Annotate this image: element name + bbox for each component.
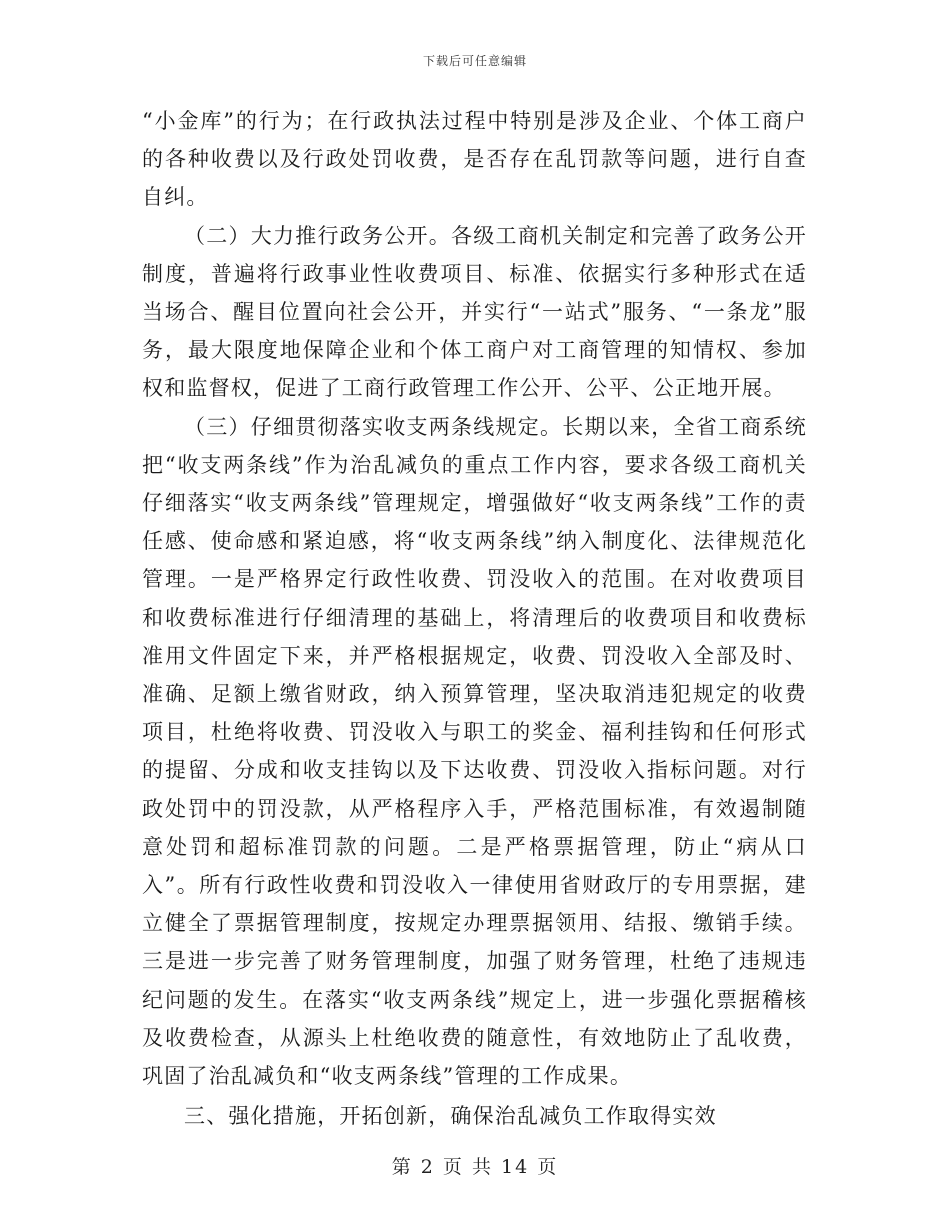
paragraph-section-2: （二）大力推行政务公开。各级工商机关制定和完善了政务公开制度，普遍将行政事业性收费项目、标准、依据实行多种形式在适当场合、醒目位置向社会公开，并实行“一站式”服务、“一条龙”服务，最大限度地保障企业和个体工商户对工商管理的知情权、参加权和监督权，促进了工商行政管理工作公开、公平、公正地开展。 (142, 223, 807, 401)
document-body (142, 102, 807, 1135)
paragraph-continuation: “小金库”的行为；在行政执法过程中特别是涉及企业、个体工商户的各种收费以及行政处罚收费，是否存在乱罚款等问题，进行自查自纠。 (142, 109, 807, 210)
paragraph-section-3: （三）仔细贯彻落实收支两条线规定。长期以来，全省工商系统把“收支两条线”作为治乱减负的重点工作内容，要求各级工商机关仔细落实“收支两条线”管理规定，增强做好“收支两条线”工作的责任感、使命感和紧迫感，将“收支两条线”纳入制度化、法律规范化管理。一是严格界定行政性收费、罚没收入的范围。在对收费项目和收费标准进行仔细清理的基础上，将清理后的收费项目和收费标准用文件固定下来，并严格根据规定，收费、罚没收入全部及时、准确、足额上缴省财政，纳入预算管理，坚决取消违犯规定的收费项目，杜绝将收费、罚没收入与职工的奖金、福利挂钩和任何形式的提留、分成和收支挂钩以及下达收费、罚没收入指标问题。对行政处罚中的罚没款，从严格程序入手，严格范围标准，有效遏制随意处罚和超标准罚款的问题。二是严格票据管理，防止“病从口入”。所有行政性收费和罚没收入一律使用省财政厅的专用票据，建立健全了票据管理制度，按规定办理票据领用、结报、缴销手续。三是进一步完善了财务管理制度，加强了财务管理，杜绝了违规违纪问题的发生。在落实“收支两条线”规定上，进一步强化票据稽核及收费检查，从源头上杜绝收费的随意性，有效地防止了乱收费，巩固了治乱减负和“收支两条线”管理的工作成果。 (142, 414, 807, 1089)
section-heading-3: 三、强化措施，开拓创新，确保治乱减负工作取得实效 (184, 1104, 717, 1129)
page-footer-page-number: 第 2 页 共 14 页 (391, 1156, 559, 1178)
page-header: 下载后可任意编辑 (422, 54, 527, 68)
